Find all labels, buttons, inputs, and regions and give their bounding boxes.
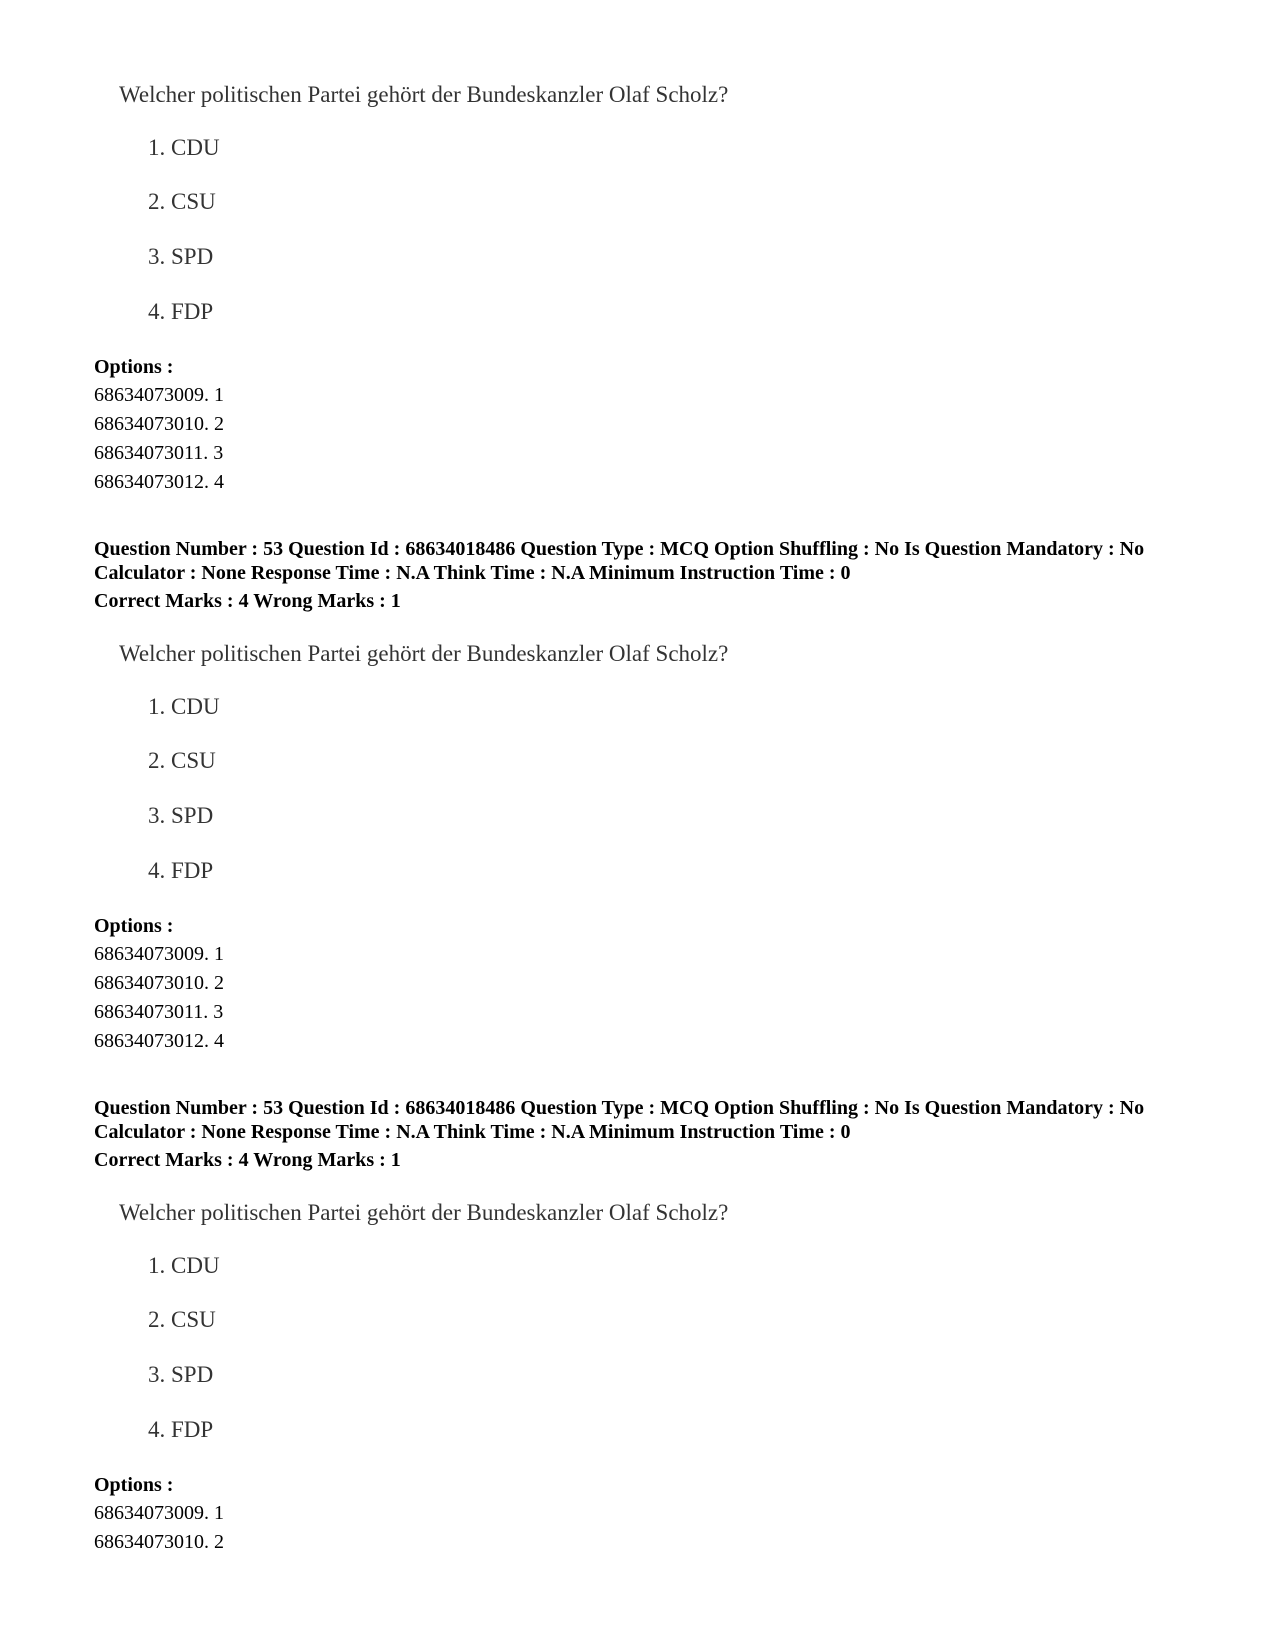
options-label: Options : [94,915,174,937]
option-line: 68634073009. 1 [94,1502,224,1524]
question-marks: Correct Marks : 4 Wrong Marks : 1 [94,1149,401,1171]
choice-item: 4. FDP [148,858,214,883]
option-line: 68634073012. 4 [94,471,224,493]
choice-item: 1. CDU [148,135,220,160]
option-line: 68634073009. 1 [94,384,224,406]
option-line: 68634073012. 4 [94,1030,224,1052]
question-text: Welcher politischen Partei gehört der Bundeskanzler Olaf Scholz? [119,82,729,107]
question-marks: Correct Marks : 4 Wrong Marks : 1 [94,590,401,612]
option-line: 68634073009. 1 [94,943,224,965]
choice-item: 4. FDP [148,1417,214,1442]
question-text: Welcher politischen Partei gehört der Bundeskanzler Olaf Scholz? [119,641,729,666]
choice-item: 2. CSU [148,1307,216,1332]
choice-item: 1. CDU [148,1253,220,1278]
question-text: Welcher politischen Partei gehört der Bundeskanzler Olaf Scholz? [119,1200,729,1225]
choice-item: 2. CSU [148,189,216,214]
option-line: 68634073011. 3 [94,442,224,464]
choice-item: 1. CDU [148,694,220,719]
choice-item: 2. CSU [148,748,216,773]
option-line: 68634073010. 2 [94,1531,224,1553]
options-label: Options : [94,356,174,378]
option-line: 68634073010. 2 [94,413,224,435]
choice-item: 3. SPD [148,244,214,269]
choice-item: 3. SPD [148,803,214,828]
question-meta: Question Number : 53 Question Id : 68634018486 Question Type : MCQ Option Shuffling : No Is Question Mandatory : No Calculator : None Response Time : N.A Think Time : N.A Minimum Instruction Time : 0 [94,1097,1145,1143]
question-meta: Question Number : 53 Question Id : 68634018486 Question Type : MCQ Option Shuffling : No Is Question Mandatory : No Calculator : None Response Time : N.A Think Time : N.A Minimum Instruction Time : 0 [94,538,1145,584]
choice-item: 4. FDP [148,299,214,324]
choice-item: 3. SPD [148,1362,214,1387]
option-line: 68634073011. 3 [94,1001,224,1023]
options-label: Options : [94,1474,174,1496]
option-line: 68634073010. 2 [94,972,224,994]
